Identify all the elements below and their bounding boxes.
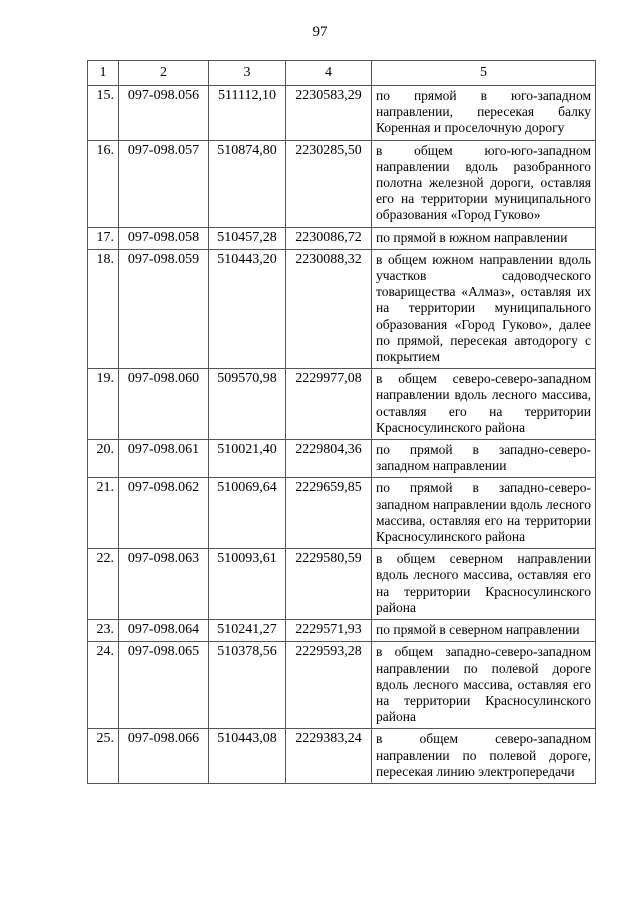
table-row (88, 369, 596, 440)
row-number: 23. (88, 620, 119, 642)
table-header-row (88, 61, 596, 86)
boundary-description: в общем северо-западном направлении по полевой дороге, пересекая линию электропередачи (372, 729, 596, 784)
coordinate-x: 510241,27 (209, 620, 286, 642)
table-row (88, 729, 596, 784)
boundary-table (87, 60, 596, 784)
row-number: 24. (88, 642, 119, 729)
column-header: 1 (88, 61, 119, 86)
coordinate-y: 2229804,36 (286, 440, 372, 478)
point-code: 097-098.066 (119, 729, 209, 784)
boundary-description: по прямой в северном направлении (372, 620, 596, 642)
coordinate-y: 2229593,28 (286, 642, 372, 729)
point-code: 097-098.062 (119, 478, 209, 549)
boundary-description: в общем северо-северо-западном направлении вдоль лесного массива, оставляя его на территории Красносулинского района (372, 369, 596, 440)
boundary-description: в общем южном направлении вдоль участков садоводческого товарищества «Алмаз», оставляя их на территории муниципального образования «Город Гуково», далее по прямой, пересекая автодорогу с покрытием (372, 249, 596, 368)
row-number: 18. (88, 249, 119, 368)
point-code: 097-098.060 (119, 369, 209, 440)
row-number: 22. (88, 549, 119, 620)
boundary-description: по прямой в юго-западном направлении, пересекая балку Коренная и проселочную дорогу (372, 86, 596, 141)
coordinate-x: 510874,80 (209, 140, 286, 227)
point-code: 097-098.058 (119, 227, 209, 249)
boundary-description: по прямой в южном направлении (372, 227, 596, 249)
point-code: 097-098.059 (119, 249, 209, 368)
coordinate-y: 2229659,85 (286, 478, 372, 549)
point-code: 097-098.056 (119, 86, 209, 141)
table-body (88, 61, 596, 784)
row-number: 16. (88, 140, 119, 227)
coordinate-y: 2229580,59 (286, 549, 372, 620)
boundary-description: по прямой в западно-северо-западном направлении вдоль лесного массива, оставляя его на территории Красносулинского района (372, 478, 596, 549)
boundary-description: в общем северном направлении вдоль лесного массива, оставляя его на территории Красносулинского района (372, 549, 596, 620)
point-code: 097-098.061 (119, 440, 209, 478)
column-header: 2 (119, 61, 209, 86)
row-number: 17. (88, 227, 119, 249)
point-code: 097-098.064 (119, 620, 209, 642)
column-header: 3 (209, 61, 286, 86)
boundary-description: по прямой в западно-северо-западном направлении (372, 440, 596, 478)
boundary-description: в общем юго-юго-западном направлении вдоль разобранного полотна железной дороги, оставляя его на территории муниципального образования «Город Гуково» (372, 140, 596, 227)
coordinate-x: 510378,56 (209, 642, 286, 729)
table-row (88, 440, 596, 478)
coordinate-x: 510093,61 (209, 549, 286, 620)
coordinate-x: 511112,10 (209, 86, 286, 141)
coordinate-y: 2229383,24 (286, 729, 372, 784)
coordinate-x: 510443,08 (209, 729, 286, 784)
coordinate-x: 510021,40 (209, 440, 286, 478)
table-row (88, 620, 596, 642)
table-row (88, 227, 596, 249)
coordinate-y: 2230583,29 (286, 86, 372, 141)
boundary-description: в общем западно-северо-западном направлении по полевой дороге вдоль лесного массива, оставляя его на территории Красносулинского района (372, 642, 596, 729)
table-row (88, 249, 596, 368)
table-row (88, 642, 596, 729)
table-row (88, 549, 596, 620)
coordinate-y: 2230086,72 (286, 227, 372, 249)
coordinate-x: 510069,64 (209, 478, 286, 549)
column-header: 5 (372, 61, 596, 86)
table-row (88, 478, 596, 549)
coordinate-x: 509570,98 (209, 369, 286, 440)
row-number: 21. (88, 478, 119, 549)
point-code: 097-098.057 (119, 140, 209, 227)
coordinate-y: 2229571,93 (286, 620, 372, 642)
table-row (88, 86, 596, 141)
coordinate-y: 2230285,50 (286, 140, 372, 227)
row-number: 19. (88, 369, 119, 440)
coordinate-y: 2229977,08 (286, 369, 372, 440)
coordinate-x: 510443,20 (209, 249, 286, 368)
table-row (88, 140, 596, 227)
row-number: 25. (88, 729, 119, 784)
column-header: 4 (286, 61, 372, 86)
page-number: 97 (312, 24, 328, 40)
point-code: 097-098.065 (119, 642, 209, 729)
row-number: 20. (88, 440, 119, 478)
coordinate-x: 510457,28 (209, 227, 286, 249)
point-code: 097-098.063 (119, 549, 209, 620)
row-number: 15. (88, 86, 119, 141)
coordinate-y: 2230088,32 (286, 249, 372, 368)
